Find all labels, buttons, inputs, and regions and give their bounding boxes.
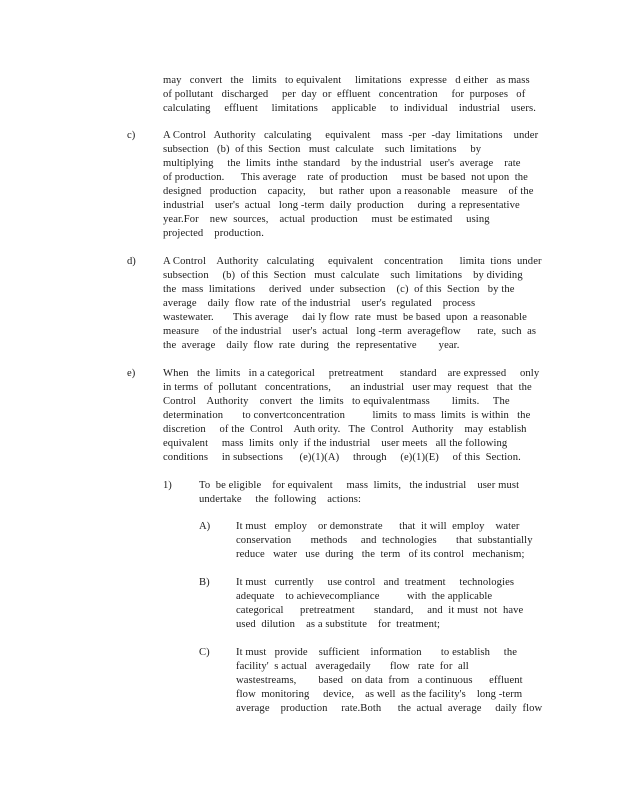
text-line: used dilution as a substitute for treatment; [236, 619, 441, 630]
text-line: calculating effluent limitations applicable to individual industrial users. [163, 103, 536, 114]
text-line: When the limits in a categorical pretreatment standard are expressed only [163, 368, 540, 379]
text-line: undertake the following actions: [199, 494, 361, 505]
text-line: Control Authority convert the limits to equivalentmass limits. The [163, 396, 510, 407]
text-line: of production. This average rate of production must be based not upon the [163, 172, 528, 183]
text-line: multiplying the limits inthe standard by the industrial user's average rate [163, 158, 521, 169]
text-line: average production rate.Both the actual average daily flow [236, 703, 543, 714]
text-line: average daily flow rate of the industrial user's regulated process [163, 298, 476, 309]
text-line: It must provide sufficient information to establish the [236, 647, 518, 658]
text-line: equivalent mass limits only if the industrial user meets all the following [163, 438, 508, 449]
text-line: facility' s actual averagedaily flow rate for all [236, 661, 469, 672]
text-line: categorical pretreatment standard, and it must not have [236, 605, 524, 616]
text-line: determination to convertconcentration limits to mass limits is within the [163, 410, 531, 421]
item-marker: 1) [163, 480, 172, 491]
text-line: designed production capacity, but rather upon a reasonable measure of the [163, 186, 534, 197]
text-line: may convert the limits to equivalent limitations expresse d either as mass [163, 75, 530, 86]
text-line: To be eligible for equivalent mass limits, the industrial user must [199, 480, 520, 491]
text-line: projected production. [163, 228, 264, 239]
text-line: the average daily flow rate during the representative year. [163, 340, 460, 351]
item-marker: B) [199, 577, 210, 588]
section-marker: c) [127, 130, 136, 141]
text-line: wastewater. This average dai ly flow rate must be based upon a reasonable [163, 312, 527, 323]
text-line: A Control Authority calculating equivalent mass -per -day limitations under [163, 130, 539, 141]
section-marker: d) [127, 256, 136, 267]
text-line: A Control Authority calculating equivalent concentration limita tions under [163, 256, 542, 267]
text-line: wastestreams, based on data from a continuous effluent [236, 675, 523, 686]
text-line: It must currently use control and treatment technologies [236, 577, 515, 588]
text-line: industrial user's actual long -term daily production during a representative [163, 200, 520, 211]
text-line: the mass limitations derived under subsection (c) of this Section by the [163, 284, 515, 295]
text-line: measure of the industrial user's actual long -term averageflow rate, such as [163, 326, 537, 337]
text-line: discretion of the Control Auth ority. The Control Authority may establish [163, 424, 527, 435]
item-marker: C) [199, 647, 210, 658]
text-line: subsection (b) of this Section must calculate such limitations by [163, 144, 482, 155]
section-marker: e) [127, 368, 136, 379]
text-line: year.For new sources, actual production must be estimated using [163, 214, 490, 225]
text-line: It must employ or demonstrate that it will employ water [236, 521, 520, 532]
text-line: conditions in subsections (e)(1)(A) through (e)(1)(E) of this Section. [163, 452, 521, 463]
item-marker: A) [199, 521, 211, 532]
text-line: flow monitoring device, as well as the facility's long -term [236, 689, 523, 700]
text-line: in terms of pollutant concentrations, an industrial user may request that the [163, 382, 532, 393]
text-line: adequate to achievecompliance with the applicable [236, 591, 493, 602]
text-line: subsection (b) of this Section must calculate such limitations by dividing [163, 270, 523, 281]
text-line: of pollutant discharged per day or effluent concentration for purposes of [163, 89, 526, 100]
text-line: conservation methods and technologies that substantially [236, 535, 533, 546]
text-line: reduce water use during the term of its control mechanism; [236, 549, 525, 560]
